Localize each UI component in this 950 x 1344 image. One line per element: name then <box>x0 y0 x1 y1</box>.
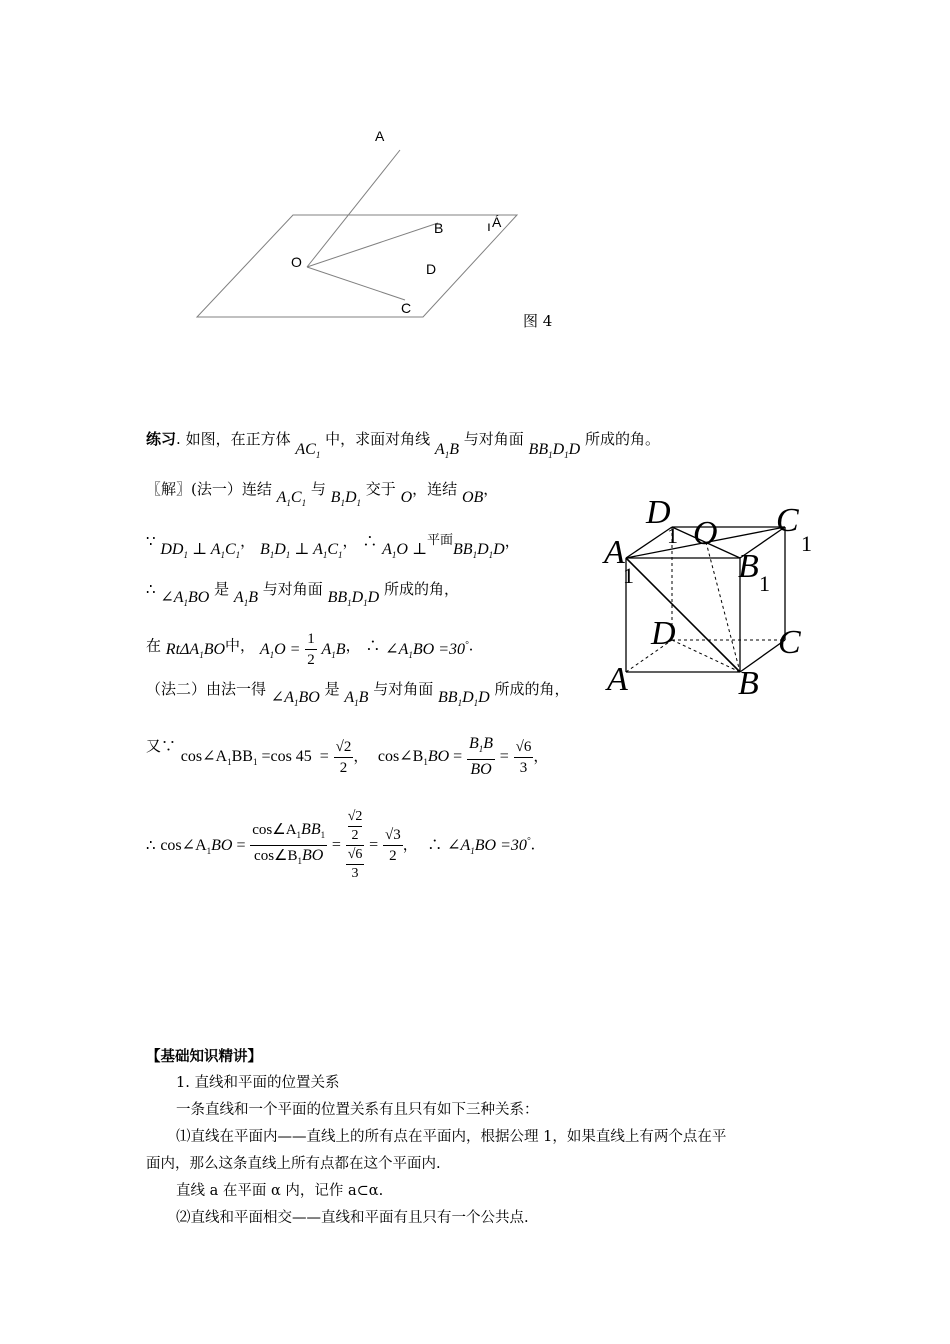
section-heading: 【基础知识精讲】 <box>146 1048 262 1065</box>
practice-label: 练习 <box>146 430 177 448</box>
solution2-line2: 又∵ $\cos\angle A_1BB_1 =\cos$ 45 = $\frac{√2}{2}$ ， $\cos\angle B_1BO$ = $\frac{B_1B}{BO}$ = $\frac{√6}{3}$ ， <box>146 735 549 779</box>
practice-line: 练习. 如图，在正方体 $AC_1$ 中，求面对角线 $A_1B$ 与对角面 $BB_1D_1D$ 所成的角。 <box>146 430 661 461</box>
basics-p5: ⑵直线和平面相交——直线和平面有且只有一个公共点. <box>176 1210 529 1226</box>
segment-DB <box>672 640 740 672</box>
solution1-line4: 在 RtΔA$_1$BO中， $A_1O$ = $\frac{1}{2}$ $A_1B$， ∴ $\angle A_1BO =30^\circ$. <box>146 631 474 668</box>
solution1-line3: ∴ $\angle A_1BO$ 是 $A_1B$ 与对角面 $BB_1D_1D$ 所成的角， <box>146 580 460 609</box>
fig4-label-C: C <box>401 300 412 316</box>
basics-section <box>146 1043 816 1232</box>
segment-OB <box>706 542 740 672</box>
fig4-label-D: D <box>426 261 437 277</box>
segment-A1B <box>626 558 740 672</box>
cube-label-A: A <box>607 661 628 698</box>
cube-label-A1-sub: 1 <box>623 563 634 588</box>
solution2-line3: ∴ $\cos\angle A_1BO$ = $\frac{\cos\angle A_1BB_1}{\cos\angle B_1BO}$ = √2 2 √6 3 = $\frac{√3}{2}$ ， ∴ $\angle A_1BO =30^\circ$. <box>146 809 536 881</box>
cube-label-B1: B <box>738 548 759 585</box>
fig4-label-tick: ı <box>487 218 491 234</box>
cube-label-A1: A <box>604 534 625 571</box>
fig4-caption: 图 4 <box>523 312 553 330</box>
cube-label-B: B <box>738 665 759 702</box>
fig4-label-O: O <box>291 254 302 270</box>
fig4-label-B: B <box>434 220 444 236</box>
cube-label-O: O <box>693 515 718 552</box>
solution2-line1: （法二）由法一得 $\angle A_1BO$ 是 $A_1B$ 与对角面 $BB_1D_1D$ 所成的角， <box>146 680 570 709</box>
basics-p3a: ⑴直线在平面内——直线上的所有点在平面内，根据公理 1，如果直线上有两个点在平 <box>176 1129 727 1145</box>
cube-label-C: C <box>778 624 801 661</box>
basics-p1: 1. 直线和平面的位置关系 <box>176 1075 340 1091</box>
basics-p4: 直线 a 在平面 α 内，记作 a⊂α. <box>176 1183 384 1199</box>
cube-label-C1: C <box>776 502 799 539</box>
fig4-label-A: A <box>375 128 385 144</box>
solution1-line2: ∵ $DD_1$ ⊥ $A_1C_1$， $B_1D_1$ ⊥ $A_1C_1$， ∴ $A_1O$ ⊥平面$BB_1D_1D$， <box>146 532 520 561</box>
solution1-line1: 〖解〗(法一）连结 $A_1C_1$ 与 $B_1D_1$ 交于 O，连结 OB， <box>146 480 499 509</box>
basics-p2: 一条直线和一个平面的位置关系有且只有如下三种关系： <box>176 1102 539 1118</box>
cube-label-B1-sub: 1 <box>759 571 770 596</box>
cube-label-D1-sub: 1 <box>667 523 678 548</box>
basics-p3b: 面内，那么这条直线上所有点都在这个平面内. <box>146 1156 441 1172</box>
cube-label-D: D <box>651 615 676 652</box>
cube-label-D1: D <box>646 494 671 531</box>
fig4-label-A-prime: Á <box>492 214 502 230</box>
cube-label-C1-sub: 1 <box>801 531 812 556</box>
